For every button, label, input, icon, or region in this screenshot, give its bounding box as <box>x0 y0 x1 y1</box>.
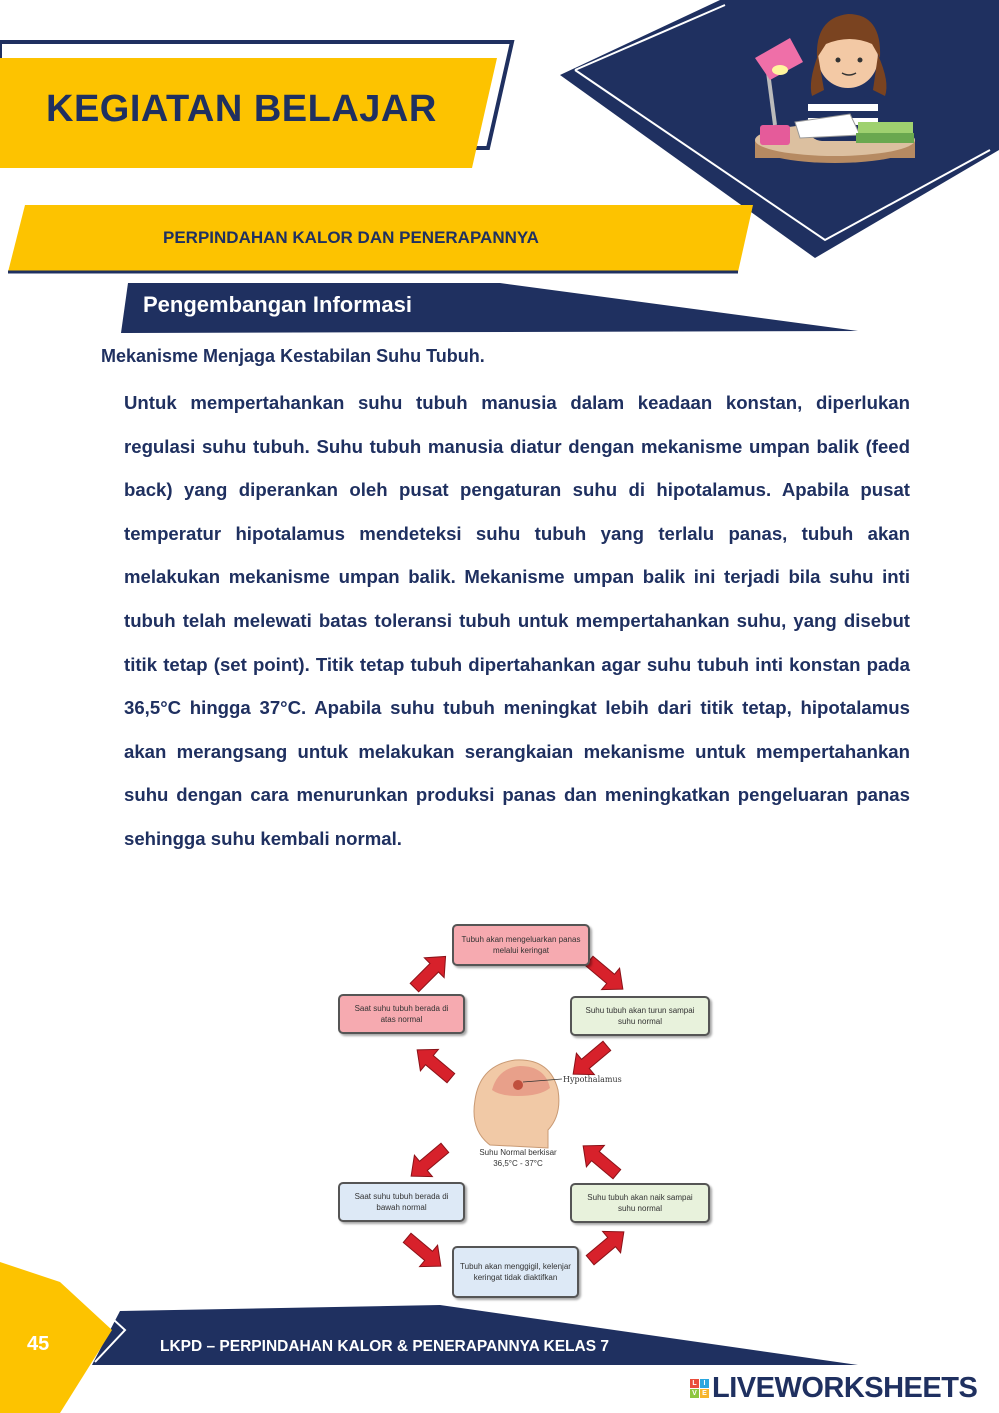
diagram-box-lower-right: Suhu tubuh akan naik sampai suhu normal <box>570 1183 710 1223</box>
diagram-box-upper-right: Suhu tubuh akan turun sampai suhu normal <box>570 996 710 1036</box>
page-subtitle: PERPINDAHAN KALOR DAN PENERAPANNYA <box>163 228 539 247</box>
lw-grid-letter: V <box>690 1389 699 1398</box>
diagram-box-bottom: Tubuh akan menggigil, kelenjar keringat tidak diaktifkan <box>452 1246 579 1298</box>
section-label: Pengembangan Informasi <box>143 292 412 317</box>
arrow-icon <box>574 1135 626 1185</box>
diagram-box-upper-left: Saat suhu tubuh berada di atas normal <box>338 994 465 1034</box>
lw-grid-letter: E <box>700 1389 709 1398</box>
diagram-box-lower-left: Saat suhu tubuh berada di bawah normal <box>338 1182 465 1222</box>
arrow-icon <box>405 947 456 998</box>
content-heading: Mekanisme Menjaga Kestabilan Suhu Tubuh. <box>101 346 485 366</box>
lw-grid-letter: L <box>690 1379 699 1388</box>
footer-text: LKPD – PERPINDAHAN KALOR & PENERAPANNYA KELAS 7 <box>160 1338 609 1355</box>
arrow-icon <box>581 1221 633 1271</box>
diagram-box-top: Tubuh akan mengeluarkan panas melalui keringat <box>452 924 590 966</box>
arrow-icon <box>408 1039 460 1089</box>
liveworksheets-text: LIVEWORKSHEETS <box>712 1372 978 1404</box>
liveworksheets-logo <box>690 1372 977 1405</box>
content-paragraph: Untuk mempertahankan suhu tubuh manusia dalam keadaan konstan, diperlukan regulasi suhu tubuh. Suhu tubuh manusia diatur dengan mekanisme umpan balik (feed back) yang diperankan oleh pusat pengaturan suhu di hipotalamus. Apabila pusat temperatur hipotalamus mendeteksi suhu tubuh yang terlalu panas, tubuh akan melakukan mekanisme umpan balik. Mekanisme umpan balik ini terjadi bila suhu inti tubuh telah melewati batas toleransi tubuh untuk mempertahankan suhu, yang disebut titik tetap (set point). Titik tetap tubuh dipertahankan agar suhu tubuh inti konstan pada 36,5°C hingga 37°C. Apabila suhu tubuh meningkat lebih dari titik tetap, hipotalamus akan merangsang untuk melakukan serangkaian mekanisme untuk mempertahankan suhu dengan cara menurunkan produksi panas dan meningkatkan pengeluaran panas sehingga suhu kembali normal. <box>124 392 910 849</box>
head-icon <box>474 1060 562 1148</box>
hypothalamus-label: Hypothalamus <box>563 1075 622 1084</box>
liveworksheets-grid-icon <box>690 1379 709 1398</box>
normal-temperature-label: Suhu Normal berkisar 36,5°C - 37°C <box>479 1148 557 1168</box>
arrow-icon <box>402 1137 454 1187</box>
arrow-icon <box>398 1227 450 1277</box>
page-title: KEGIATAN BELAJAR <box>46 88 437 130</box>
page-number: 45 <box>27 1333 50 1355</box>
lw-grid-letter: I <box>700 1379 709 1388</box>
